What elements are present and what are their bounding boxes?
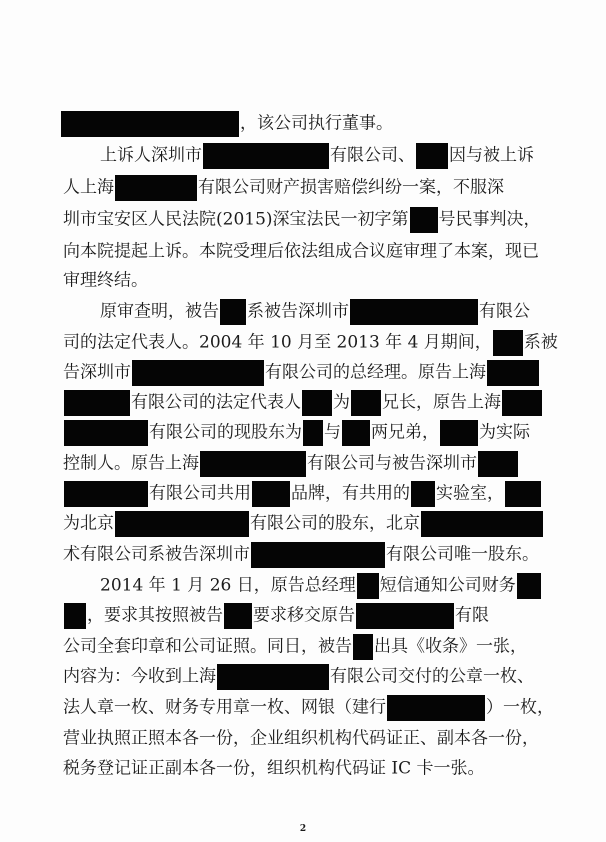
redaction-bar — [132, 360, 264, 386]
text-segment: ，要求其按照被告 — [87, 605, 223, 626]
text-segment: 控制人。原告上海 — [63, 453, 199, 474]
text-line — [63, 205, 541, 233]
text-segment: 兄长，原告上海 — [382, 392, 501, 413]
text-segment: 出具《收条》一张， — [374, 636, 527, 657]
text-segment: 有限公司与被告深圳市 — [307, 453, 477, 474]
text-line — [63, 540, 539, 568]
text-line — [63, 662, 534, 690]
redaction-bar — [493, 330, 523, 356]
text-segment: 短信通知公司财务 — [379, 575, 516, 596]
redaction-bar — [410, 207, 438, 233]
redaction-bar — [505, 481, 541, 507]
text-line — [100, 571, 542, 599]
text-segment: 为实际 — [479, 422, 530, 443]
redaction-bar — [224, 603, 252, 629]
text-line — [63, 449, 519, 477]
text-line — [63, 328, 558, 356]
text-line — [63, 479, 542, 507]
redaction-bar — [357, 573, 379, 599]
redaction-bar — [387, 695, 485, 721]
redaction-bar — [251, 542, 385, 568]
redaction-bar — [353, 634, 373, 660]
redaction-bar — [350, 299, 478, 325]
text-line — [63, 173, 504, 201]
text-segment: 有限公司财产损害赔偿纠纷一案，不服深 — [198, 177, 504, 198]
text-segment: ，该公司执行董事。 — [240, 113, 393, 134]
text-segment: 有限公司共用 — [149, 483, 251, 504]
text-segment: 有限公司的总经理。原告上海 — [265, 362, 486, 383]
text-segment: 有限公 — [479, 301, 530, 322]
redaction-bar — [64, 390, 130, 416]
text-line — [63, 237, 539, 265]
text-line — [63, 632, 527, 660]
text-line — [60, 109, 393, 137]
text-segment: 号民事判决， — [438, 209, 541, 230]
text-line — [100, 141, 534, 169]
text-segment: 2014 年 1 月 26 日，原告总经理 — [100, 575, 356, 596]
text-segment: 系被告深圳市 — [247, 301, 349, 322]
text-segment: 内容为：今收到上海 — [63, 666, 216, 687]
text-segment: 有限公司唯一股东。 — [386, 544, 539, 565]
text-segment: 与 — [324, 422, 341, 443]
text-segment: 品牌，有共用的 — [291, 483, 410, 504]
redaction-bar — [200, 451, 306, 477]
text-line — [63, 693, 554, 721]
text-segment: 有限 — [455, 605, 489, 626]
text-segment: ）一枚， — [486, 697, 554, 718]
text-line — [100, 297, 530, 325]
text-line — [63, 388, 543, 416]
redaction-bar — [252, 481, 290, 507]
redaction-bar — [115, 511, 249, 537]
redaction-bar — [351, 390, 381, 416]
redaction-bar — [64, 420, 148, 446]
text-segment: 实验室， — [436, 483, 504, 504]
text-line — [63, 724, 539, 752]
text-segment: 有限公司的股东，北京 — [250, 513, 420, 534]
text-line — [63, 601, 489, 629]
text-segment: 有限公司、 — [330, 145, 415, 166]
redaction-bar — [421, 511, 543, 537]
redaction-bar — [203, 143, 329, 169]
redaction-bar — [502, 390, 542, 416]
redaction-bar — [61, 111, 239, 137]
text-line — [63, 266, 148, 294]
redaction-bar — [411, 481, 435, 507]
page-number: 2 — [299, 824, 307, 834]
redaction-bar — [487, 360, 539, 386]
text-segment: 向本院提起上诉。本院受理后依法组成合议庭审理了本案，现已 — [63, 241, 539, 262]
text-line — [63, 509, 544, 537]
text-segment: 要求移交原告 — [253, 605, 355, 626]
text-segment: 有限公司交付的公章一枚、 — [330, 666, 534, 687]
text-segment: 告深圳市 — [63, 362, 131, 383]
text-segment: 圳市宝安区人民法院(2015)深宝法民一初字第 — [63, 209, 409, 230]
text-segment: 原审查明，被告 — [100, 301, 219, 322]
redaction-bar — [64, 603, 86, 629]
text-line — [63, 754, 485, 782]
redaction-bar — [303, 420, 323, 446]
text-segment: 司的法定代表人。2004 年 10 月至 2013 年 4 月期间， — [63, 332, 492, 353]
redaction-bar — [302, 390, 332, 416]
redaction-bar — [217, 664, 329, 690]
redaction-bar — [478, 451, 518, 477]
text-segment: 人上海 — [63, 177, 114, 198]
text-segment: 两兄弟， — [371, 422, 439, 443]
redaction-bar — [64, 481, 148, 507]
text-segment: 公司全套印章和公司证照。同日，被告 — [63, 636, 352, 657]
text-segment: 因与被上诉 — [449, 145, 534, 166]
text-line — [63, 418, 530, 446]
redaction-bar — [416, 143, 448, 169]
text-segment: 法人章一枚、财务专用章一枚、网银（建行 — [63, 697, 386, 718]
text-segment: 系被 — [523, 332, 558, 353]
text-segment: 税务登记证正副本各一份，组织机构代码证 IC 卡一张。 — [63, 758, 485, 779]
text-segment: 有限公司的法定代表人 — [131, 392, 301, 413]
text-line — [63, 358, 540, 386]
text-segment: 上诉人深圳市 — [100, 145, 202, 166]
redaction-bar — [220, 299, 246, 325]
text-segment: 术有限公司系被告深圳市 — [63, 544, 250, 565]
text-segment: 有限公司的现股东为 — [149, 422, 302, 443]
redaction-bar — [342, 420, 370, 446]
text-segment: 审理终结。 — [63, 270, 148, 291]
text-segment: 为北京 — [63, 513, 114, 534]
redaction-bar — [440, 420, 478, 446]
text-segment: 营业执照正照本各一份，企业组织机构代码证正、副本各一份， — [63, 728, 539, 749]
text-segment: 为 — [333, 392, 350, 413]
redaction-bar — [115, 175, 197, 201]
redaction-bar — [356, 603, 454, 629]
redaction-bar — [517, 573, 541, 599]
